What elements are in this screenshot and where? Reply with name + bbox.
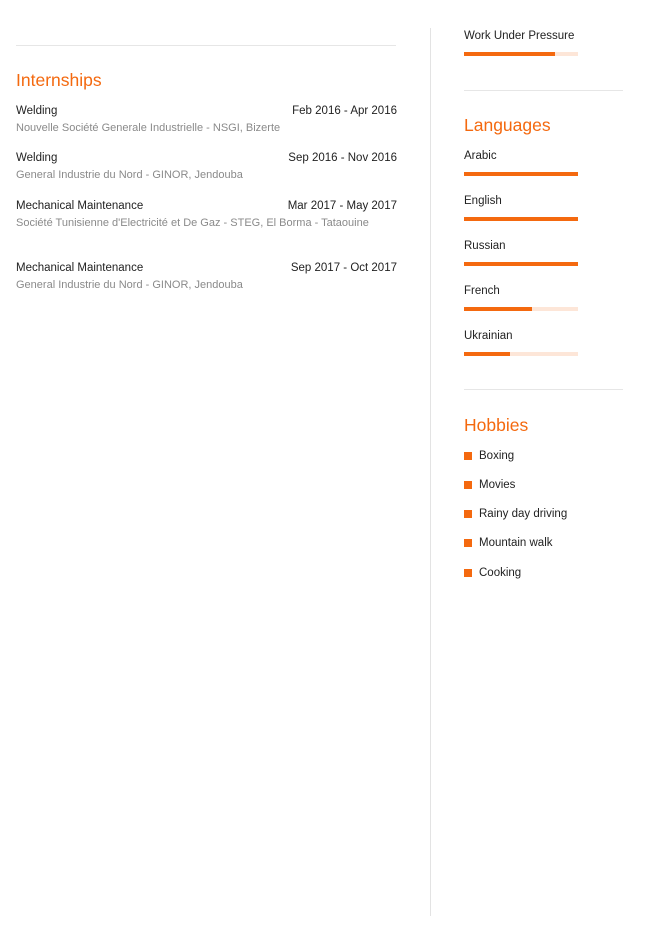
- language-item: [464, 284, 624, 311]
- internship-dates: Sep 2016 - Nov 2016: [288, 152, 397, 164]
- divider-top: [16, 45, 396, 46]
- divider-hobbies: [464, 389, 623, 390]
- skill-bar: [464, 52, 578, 56]
- internship-dates: Mar 2017 - May 2017: [287, 200, 397, 212]
- internship-role: Welding: [16, 152, 58, 164]
- language-bar: [464, 307, 578, 311]
- hobby-label: Rainy day driving: [479, 508, 568, 520]
- language-bar-fill: [464, 217, 578, 221]
- hobby-label: Boxing: [479, 450, 515, 462]
- skill-bar-fill: [464, 52, 555, 56]
- square-bullet-icon: [464, 510, 472, 518]
- language-item: [464, 194, 624, 221]
- internship-item: [16, 261, 397, 293]
- internship-org: General Industrie du Nord - GINOR, Jendouba: [16, 169, 243, 181]
- languages-title: Languages: [464, 115, 551, 135]
- square-bullet-icon: [464, 452, 472, 460]
- language-name: French: [464, 285, 500, 297]
- hobby-label: Mountain walk: [479, 537, 553, 549]
- skill-item: [464, 29, 624, 56]
- language-name: Russian: [464, 240, 506, 252]
- language-name: Ukrainian: [464, 330, 513, 342]
- language-bar-fill: [464, 172, 578, 176]
- internship-org: Nouvelle Société Generale Industrielle - NSGI, Bizerte: [16, 122, 281, 134]
- language-name: English: [464, 195, 502, 207]
- hobby-item: [464, 478, 624, 492]
- square-bullet-icon: [464, 569, 472, 577]
- square-bullet-icon: [464, 481, 472, 489]
- language-item: [464, 149, 624, 176]
- square-bullet-icon: [464, 539, 472, 547]
- hobby-item: [464, 507, 624, 521]
- hobby-item: [464, 536, 624, 550]
- internships-title: Internships: [16, 70, 102, 90]
- hobby-label: Movies: [479, 479, 516, 491]
- divider-languages: [464, 90, 623, 91]
- internship-org: Société Tunisienne d'Electricité et De Gaz - STEG, El Borma - Tataouine: [16, 217, 369, 229]
- hobby-label: Cooking: [479, 567, 522, 579]
- hobbies-title: Hobbies: [464, 415, 529, 435]
- language-bar: [464, 352, 578, 356]
- language-bar: [464, 172, 578, 176]
- internship-item: [16, 151, 397, 183]
- internship-dates: Feb 2016 - Apr 2016: [292, 105, 397, 117]
- internship-org: General Industrie du Nord - GINOR, Jendouba: [16, 279, 243, 291]
- language-bar-fill: [464, 262, 578, 266]
- language-item: [464, 239, 624, 266]
- language-name: Arabic: [464, 150, 497, 162]
- language-bar: [464, 217, 578, 221]
- internship-role: Mechanical Maintenance: [16, 262, 144, 274]
- language-bar-fill: [464, 307, 532, 311]
- internship-role: Mechanical Maintenance: [16, 200, 144, 212]
- internship-item: [16, 199, 397, 231]
- column-divider: [430, 28, 431, 916]
- internship-dates: Sep 2017 - Oct 2017: [290, 262, 397, 274]
- internship-item: [16, 104, 397, 136]
- language-item: [464, 329, 624, 356]
- internship-role: Welding: [16, 105, 58, 117]
- hobby-item: [464, 449, 624, 463]
- skill-name: Work Under Pressure: [464, 30, 575, 42]
- language-bar-fill: [464, 352, 510, 356]
- hobby-item: [464, 566, 624, 580]
- language-bar: [464, 262, 578, 266]
